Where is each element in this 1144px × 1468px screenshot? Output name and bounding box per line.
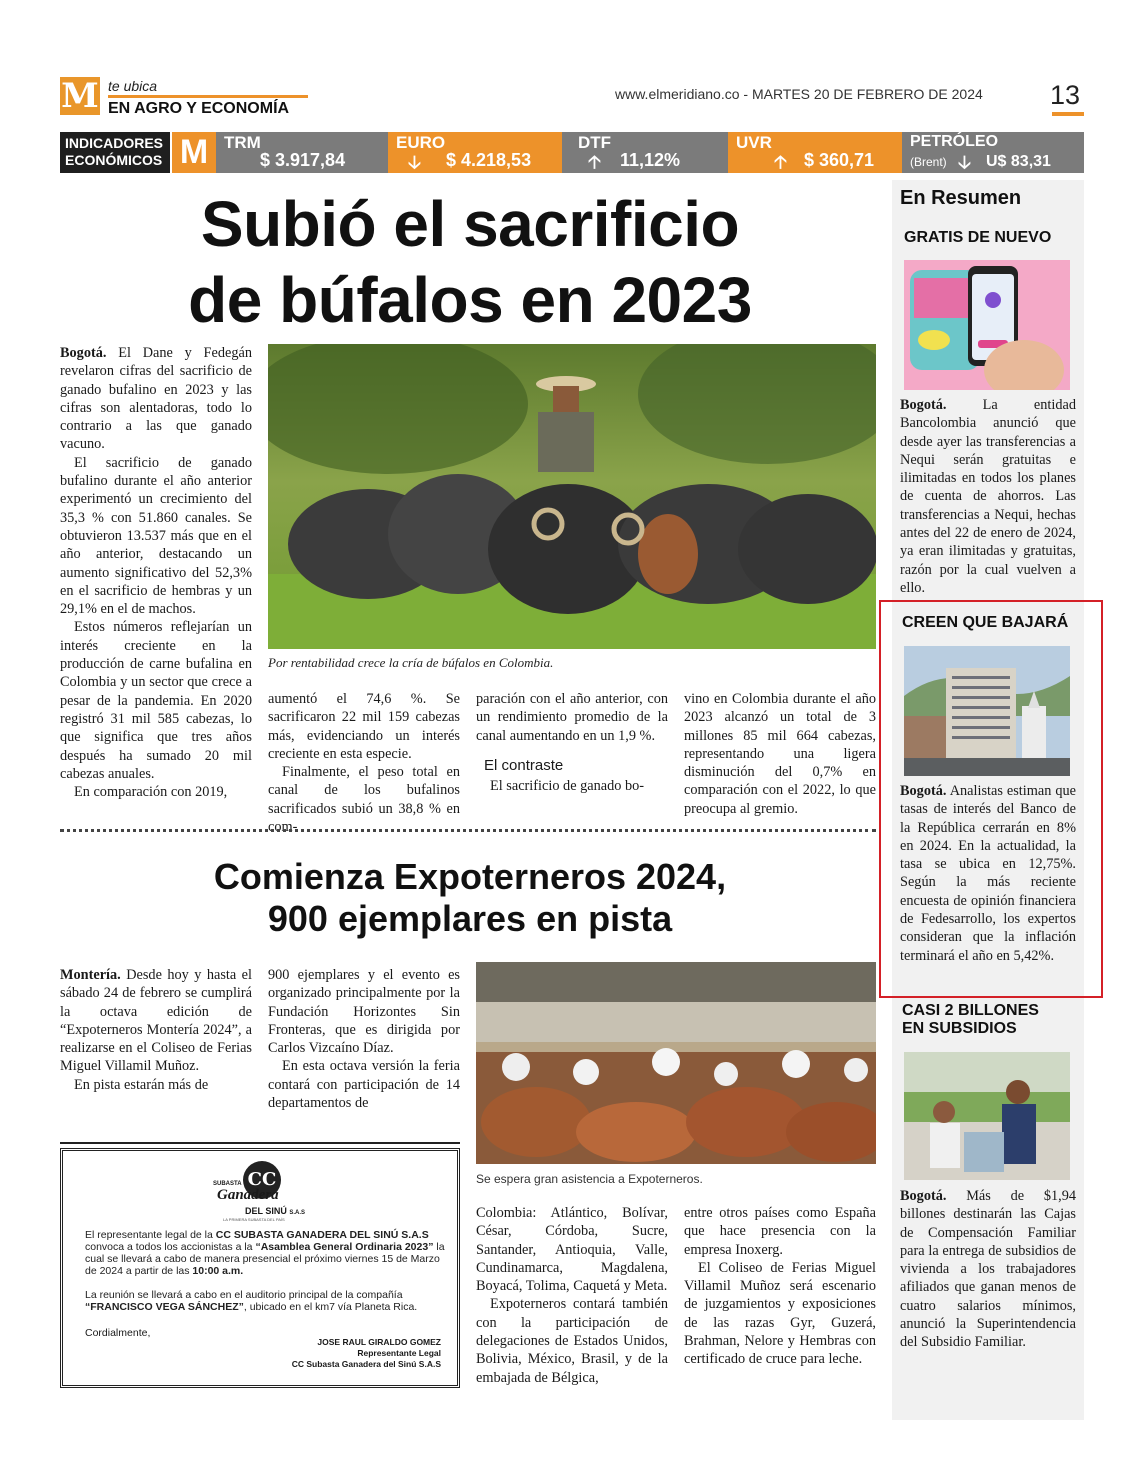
- indicators-title: INDICADORES ECONÓMICOS: [60, 132, 170, 173]
- sidebar-item-3-heading: CASI 2 BILLONES EN SUBSIDIOS: [902, 1002, 1039, 1037]
- brand-logo: M: [61, 76, 99, 116]
- article-2-col-2: 900 ejemplares y el evento es organizado principalmente por la Fundación Horizontes Sin Fronteras, que es dirigida por Carlos Vizcaíno Díaz. En esta octava versión la feria contará con participación de 14 departamentos de: [268, 967, 460, 1112]
- indicator-uvr: UVR 🡡 $ 360,71: [728, 132, 902, 173]
- subhead-el-contraste: El contraste: [484, 756, 564, 774]
- article-1-col-4: vino en Colombia durante el año 2023 alcanzó un total de 3 millones 85 mil 664 cabezas, representando una ligera disminución del 0,7% en comparación con el 2022, lo que preocupa al gremio.: [684, 691, 876, 817]
- ad-top-rule: [60, 1142, 460, 1144]
- photo-banco-republica: [904, 646, 1070, 776]
- sidebar-item-2-text: Bogotá. Analistas estiman que tasas de interés del Banco de la República cerrarán en 8% en 2024. En la actualidad, la tasa se ubica en 12,75%. Según la más reciente encuesta de opinión financiera de Fedesarrollo, los expertos consideran que la inflación terminará el año en 5,42%.: [900, 783, 1076, 964]
- article-2-col-4: entre otros países como España que hace presencia con la empresa Inoxerg. El Coliseo de Ferias Miguel Villamil Muñoz será escenario de juzgamientos y exposiciones de las razas Gyr, Guzerá, Brahman, Nelore y Hembras con certificado de cruce para leche.: [684, 1205, 876, 1368]
- section-title: EN AGRO Y ECONOMÍA: [108, 100, 290, 117]
- ad-box: [60, 1148, 460, 1388]
- section-divider: [60, 829, 876, 832]
- indicator-euro: EURO 🡣 $ 4.218,53: [388, 132, 562, 173]
- ad-paragraph-1: El representante legal de la CC SUBASTA GANADERA DEL SINÚ S.A.S convoca a todos los accionistas a la “Asamblea General Ordinaria 2023” la cual se llevará a cabo de manera presencial el próximo viernes 15 de Marzo de 2024 a partir de las 10:00 a.m.: [85, 1229, 445, 1277]
- sidebar-title: En Resumen: [900, 187, 1022, 209]
- sidebar-item-1-heading: GRATIS DE NUEVO: [904, 229, 1052, 246]
- indicator-petroleo: PETRÓLEO (Brent) 🡣 U$ 83,31: [902, 132, 1084, 173]
- article-1-col-3: paración con el año anterior, con un rendimiento promedio de la canal aumentando en un 1,9 %. El contraste El sacrificio de ganado bo-: [476, 691, 668, 795]
- dateline: www.elmeridiano.co - MARTES 20 DE FEBRERO DE 2024: [615, 86, 983, 102]
- tagline-rule: [108, 95, 308, 98]
- article-2-col-3: Colombia: Atlántico, Bolívar, César, Córdoba, Sucre, Santander, Antioquia, Valle, Cundinamarca, Magdalena, Boyacá, Tolima, Caquetá y Meta. Expoterneros contará también con la participación de delegaciones de Estados Unidos, Bolivia, México, Brasil, y de la embajada de Bélgica,: [476, 1205, 668, 1386]
- arrow-up-icon: 🡡: [774, 152, 787, 172]
- headline-article-2: Comienza Expoterneros 2024, 900 ejemplares en pista: [213, 856, 727, 939]
- headline-article-1: Subió el sacrificio de búfalos en 2023: [188, 188, 752, 336]
- photo-buffalo: [268, 344, 876, 649]
- page-number: 13: [1050, 80, 1081, 110]
- article-1-col-2: aumentó el 74,6 %. Se sacrificaron 22 mil 159 cabezas más, evidenciando un interés creciente en esta especie. Finalmente, el peso total en canal de los bufalinos sacrificados subió un 38,8 % en com-: [268, 691, 460, 836]
- ad-closing: Cordialmente,: [85, 1327, 151, 1339]
- caption-buffalo: Por rentabilidad crece la cría de búfalos en Colombia.: [268, 655, 554, 670]
- header-tagline: te ubica: [108, 78, 158, 94]
- ad-signature: JOSE RAUL GIRALDO GOMEZ Representante Legal CC Subasta Ganadera del Sinú S.A.S: [291, 1337, 441, 1369]
- photo-subsidios: [904, 1052, 1070, 1180]
- photo-nequi-phone: [904, 260, 1070, 390]
- indicator-trm: TRM $ 3.917,84: [216, 132, 388, 173]
- logo-cc-circle: CC: [243, 1161, 281, 1199]
- indicators-logo: M: [172, 132, 216, 173]
- indicators-bar: [60, 132, 1084, 173]
- photo-expoterneros: [476, 962, 876, 1164]
- sidebar-item-1-text: Bogotá. La entidad Bancolombia anunció que desde ayer las transferencias a Nequi serán gratuitas e ilimitadas en todos los planes de cuenta de ahorros. Las transferencias a Nequi, hechas antes del 22 de enero de 2024, ya eran ilimitadas y gratuitas, razón por la cual vuelven a ello.: [900, 397, 1076, 596]
- ad-paragraph-2: La reunión se llevará a cabo en el auditorio principal de la compañía “FRANCISCO VEGA SÁNCHEZ”, ubicado en el km7 vía Planeta Rica.: [85, 1289, 418, 1313]
- indicator-dtf: DTF 🡡 11,12%: [562, 132, 728, 173]
- page-number-rule: [1052, 112, 1084, 116]
- ad-logo: CC SUBASTA Ganadera DEL SINÚ S.A.S LA PRIMERA SUBASTA DEL PAÍS: [213, 1161, 313, 1221]
- sidebar-item-3-text: Bogotá. Más de $1,94 billones destinarán las Cajas de Compensación Familiar para la entrega de subsidios de vivienda a los trabajadores afiliados que ganan menos de cuatro salarios mínimos, anunció la Superintendencia del Subsidio Familiar.: [900, 1188, 1076, 1351]
- caption-expoterneros: Se espera gran asistencia a Expoterneros.: [476, 1172, 703, 1186]
- arrow-down-icon: 🡣: [958, 152, 971, 172]
- article-1-col-1: Bogotá. El Dane y Fedegán revelaron cifras del sacrificio de ganado bufalino en 2023 y las cifras son alentadoras, todo lo contrario a las que ganado vacuno. El sacrificio de ganado bufalino durante el año anterior experimentó un crecimiento del 35,3 % con 51.860 canales. Se obtuvieron 13.537 más que en el año anterior, destacando un aumento significativo del 52,3% en el sacrificio de hembras y un 29,1% en el de machos. Estos números reflejarían un interés creciente en la producción de carne bufalina en Colombia y un sector que crece a pesar de la pandemia. En 2020 registró 31 mil 585 cabezas, lo que significa que tres años después ha sumado 20 mil cabezas anuales. En comparación con 2019,: [60, 345, 252, 801]
- article-2-col-1: Montería. Desde hoy y hasta el sábado 24 de febrero se cumplirá la octava edición de “Expoterneros Montería 2024”, a realizarse en el Coliseo de Ferias Miguel Villamil Muñoz. En pista estarán más de: [60, 967, 253, 1093]
- sidebar-item-2-heading: CREEN QUE BAJARÁ: [902, 614, 1069, 631]
- arrow-up-icon: 🡡: [588, 152, 601, 172]
- arrow-down-icon: 🡣: [408, 152, 421, 172]
